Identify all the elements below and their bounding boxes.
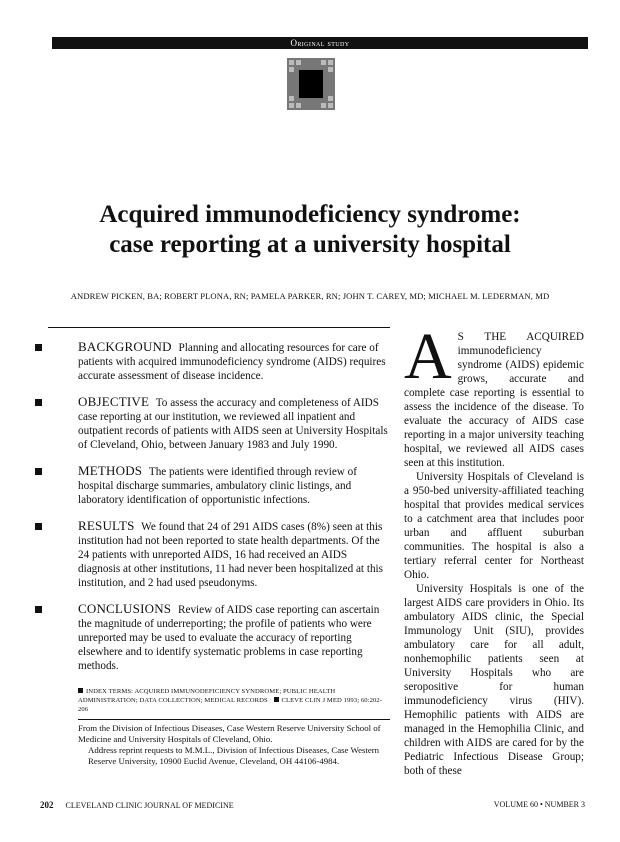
journal-name: CLEVELAND CLINIC JOURNAL OF MEDICINE [65,801,234,810]
abstract-heading: METHODS [78,463,143,478]
article-title-line2: case reporting at a university hospital [109,231,511,258]
bullet-square-icon [35,344,42,351]
drop-cap: A [404,320,452,393]
bullet-square-icon [35,606,42,613]
index-terms-text: INDEX TERMS: ACQUIRED IMMUNODEFICIENCY SYNDROME; PUBLIC HEALTH ADMINISTRATION; DATA COLLECTION; MEDICAL RECORDS [78,688,336,704]
article-title [40,200,580,260]
abstract-background [35,340,390,383]
abstract-results [35,519,390,590]
affiliation-note [78,723,390,767]
article-title-line1: Acquired immunodeficiency syndrome: [99,201,521,228]
bullet-square-icon [35,468,42,475]
affiliation-text: From the Division of Infectious Diseases, Case Western Reserve University School of Medicine and University Hospitals of Cleveland, Ohio. [78,723,381,744]
journal-logo [287,58,335,110]
section-banner: Original study [52,37,588,49]
body-paragraph: S THE ACQUIRED immunodeficiency syndrome (AIDS) epidemic grows, accurate and complete case reporting is essential to assess the incidence of the disease. To evaluate the accuracy of AIDS case reporting in a major university teaching hospital, we reviewed all AIDS cases seen at this institution. [404,331,584,469]
abstract-methods [35,464,390,507]
bullet-square-icon [78,688,83,693]
volume-number: VOLUME 60 • NUMBER 3 [493,800,585,809]
bullet-square-icon [35,399,42,406]
abstract-heading: CONCLUSIONS [78,601,172,616]
abstract-heading: BACKGROUND [78,339,172,354]
abstract-column [35,327,390,767]
index-terms [78,687,390,714]
abstract-text: We found that 24 of 291 AIDS cases (8%) seen at this institution had not been reported to state health departments. Of the 24 patients with unreported AIDS, 16 had received an AIDS diagnosis at other institutions, 11 had never been hospitalized at this institution, and 2 had used pseudonyms. [78,521,384,589]
abstract-text: To assess the accuracy and completeness of AIDS case reporting at our institution, we reviewed all inpatient and outpatient records of patients with AIDS seen at University Hospitals of Cleveland, Ohio, between January 1983 and July 1990. [78,397,388,451]
abstract-text: The patients were identified through review of hospital discharge summaries, ambulatory clinic listings, and laboratory identification of opportunistic infections. [78,466,357,506]
abstract-objective [35,395,390,452]
abstract-heading: RESULTS [78,518,135,533]
body-paragraph: University Hospitals of Cleveland is a 950-bed university-affiliated teaching hospital that provides medical services to a catchment area that includes poor urban and affluent suburban communities. The hospital is also a tertiary referral center for Northeast Ohio. [404,471,584,581]
citation-text: CLEVE CLIN J MED 1993; 60:202-206 [78,697,383,713]
abstract-text: Planning and allocating resources for care of patients with acquired immunodeficiency syndrome (AIDS) requires accurate assessment of disease incidence. [78,342,386,382]
abstract-conclusions [35,602,390,673]
abstract-heading: OBJECTIVE [78,394,150,409]
page-number: 202 [40,800,54,810]
abstract-text: Review of AIDS case reporting can ascertain the magnitude of underreporting; the profile of patients who were unreported may be used to evaluate the accuracy of reporting elsewhere and to identify systematic problems in case reporting methods. [78,604,380,672]
divider [78,719,390,720]
page-footer [40,800,585,811]
divider [48,327,390,328]
reprint-address-text: Address reprint requests to M.M.L., Division of Infectious Diseases, Case Western Reserve University, 10900 Euclid Avenue, Cleveland, OH 44106-4984. [88,745,380,766]
bullet-square-icon [35,523,42,530]
body-paragraph: University Hospitals is one of the largest AIDS care providers in Ohio. Its ambulatory AIDS clinic, the Special Immunology Unit (SIU), provides ambulatory care for all adult, nonhemophilic patients seen at University Hospitals who are seropositive for human immunodeficiency virus (HIV). Hemophilic patients with AIDS are managed in the Hemophilia Clinic, and children with AIDS are cared for by the Pediatric Infectious Disease Group; both of these [404,583,584,777]
body-column [404,320,584,778]
author-list: ANDREW PICKEN, BA; ROBERT PLONA, RN; PAMELA PARKER, RN; JOHN T. CAREY, MD; MICHAEL M. LEDERMAN, MD [70,291,550,301]
bullet-square-icon [274,697,279,702]
